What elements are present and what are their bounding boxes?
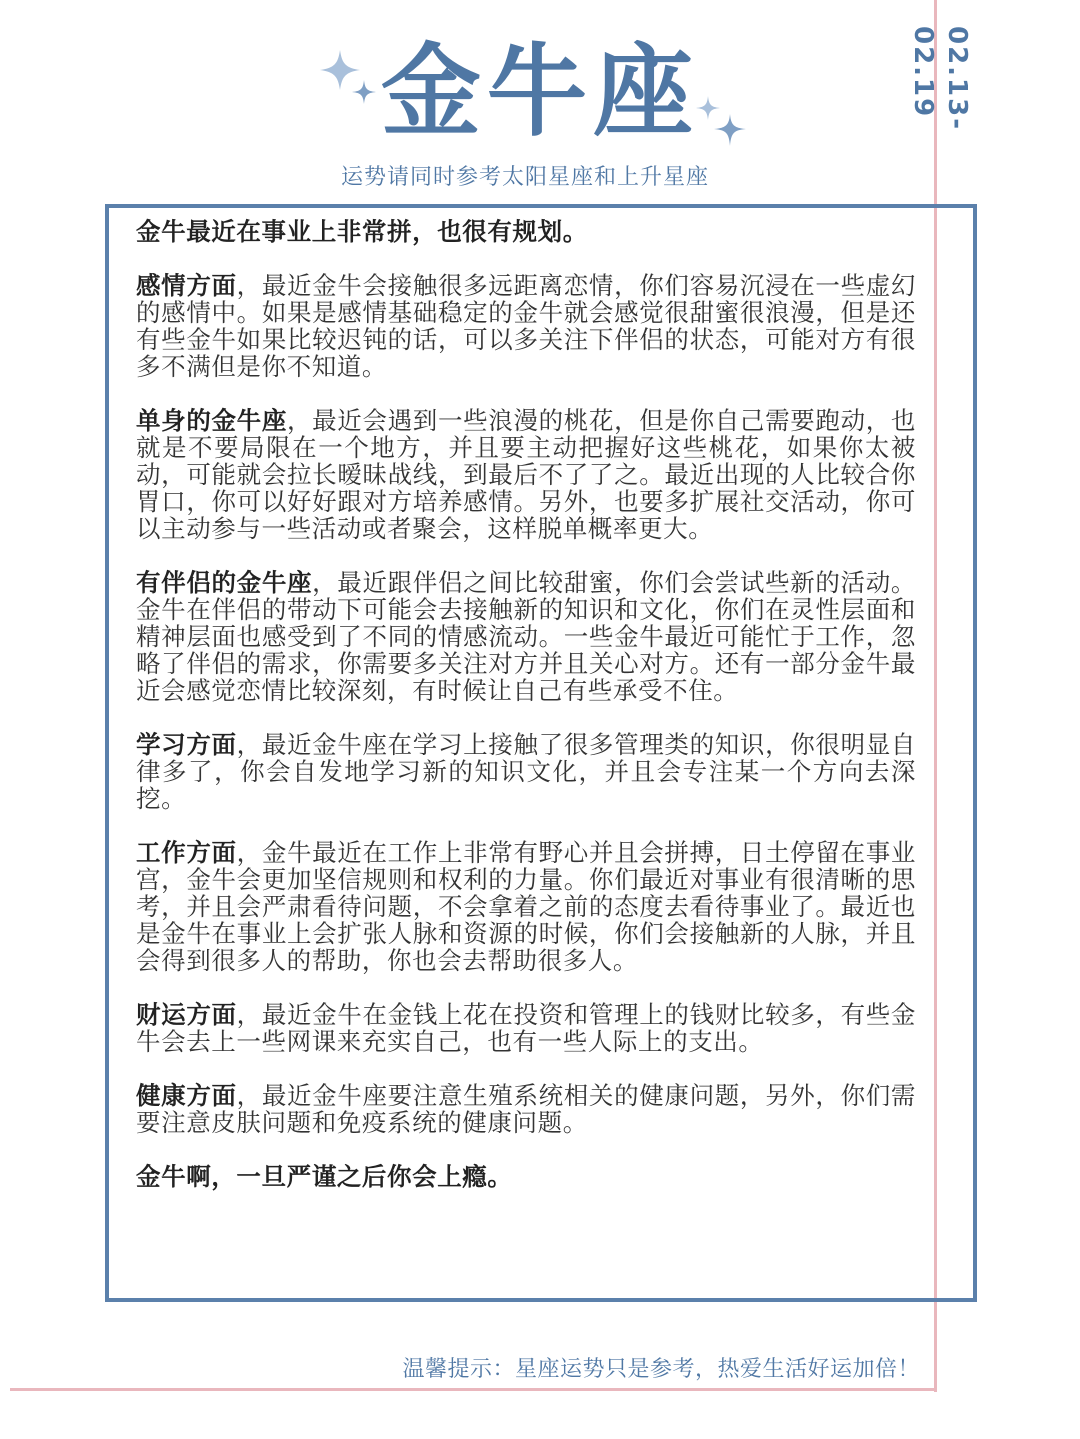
love-lead: 感情方面 [136, 271, 237, 300]
work-paragraph [136, 839, 916, 974]
study-body: ，最近金牛座在学习上接触了很多管理类的知识，你很明显自律多了，你会自发地学习新的知识文化，并且会专注某一个方向去深挖。 [136, 730, 916, 813]
partner-body: ，最近跟伴侣之间比较甜蜜，你们会尝试些新的活动。金牛在伴侣的带动下可能会去接触新的知识和文化，你们在灵性层面和精神层面也感受到了不同的情感流动。一些金牛最近可能忙于工作，忽略了伴侣的需求，你需要多关注对方并且关心对方。还有一部分金牛最近会感觉恋情比较深刻，有时候让自己有些承受不住。 [136, 568, 916, 705]
love-paragraph [136, 272, 916, 380]
intro-text: 金牛最近在事业上非常拼，也很有规划。 [136, 217, 588, 246]
single-lead: 单身的金牛座 [136, 406, 287, 435]
work-lead: 工作方面 [136, 838, 237, 867]
single-paragraph [136, 407, 916, 542]
wealth-body: ，最近金牛在金钱上花在投资和管理上的钱财比较多，有些金牛会去上一些网课来充实自己，也有一些人际上的支出。 [136, 1000, 916, 1056]
horoscope-content [136, 218, 916, 1217]
wealth-paragraph [136, 1001, 916, 1055]
single-body: ，最近会遇到一些浪漫的桃花，但是你自己需要跑动，也就是不要局限在一个地方，并且要主动把握好这些桃花，如果你太被动，可能就会拉长暧昧战线，到最后不了了之。最近出现的人比较合你胃口，你可以好好跟对方培养感情。另外，也要多扩展社交活动，你可以主动参与一些活动或者聚会，这样脱单概率更大。 [136, 406, 916, 543]
work-body: ，金牛最近在工作上非常有野心并且会拼搏，日土停留在事业宫，金牛会更加坚信规则和权利的力量。你们最近对事业有很清晰的思考，并且会严肃看待问题，不会拿着之前的态度去看待事业了。最近也是金牛在事业上会扩张人脉和资源的时候，你们会接触新的人脉，并且会得到很多人的帮助，你也会去帮助很多人。 [136, 838, 916, 975]
health-body: ，最近金牛座要注意生殖系统相关的健康问题，另外，你们需要注意皮肤问题和免疫系统的健康问题。 [136, 1081, 916, 1137]
study-lead: 学习方面 [136, 730, 237, 759]
partner-paragraph [136, 569, 916, 704]
closing-paragraph [136, 1163, 916, 1190]
page-title: 金牛座 [381, 33, 699, 150]
footer-tip: 温馨提示：星座运势只是参考，热爱生活好运加倍！ [402, 1357, 920, 1382]
subtitle: 运势请同时参考太阳星座和上升星座 [340, 165, 709, 190]
partner-lead: 有伴侣的金牛座 [136, 568, 313, 597]
closing-text: 金牛啊，一旦严谨之后你会上瘾。 [136, 1162, 513, 1191]
intro-paragraph [136, 218, 916, 245]
pink-horizontal-line [10, 1388, 937, 1391]
health-lead: 健康方面 [136, 1081, 237, 1110]
wealth-lead: 财运方面 [136, 1000, 237, 1029]
health-paragraph [136, 1082, 916, 1136]
love-body: ，最近金牛会接触很多远距离恋情，你们容易沉浸在一些虚幻的感情中。如果是感情基础稳定的金牛就会感觉很甜蜜很浪漫，但是还有些金牛如果比较迟钝的话，可以多关注下伴侣的状态，可能对方有很多不满但是你不知道。 [136, 271, 916, 381]
date-range: 02.13-02.19 [908, 26, 972, 132]
study-paragraph [136, 731, 916, 812]
